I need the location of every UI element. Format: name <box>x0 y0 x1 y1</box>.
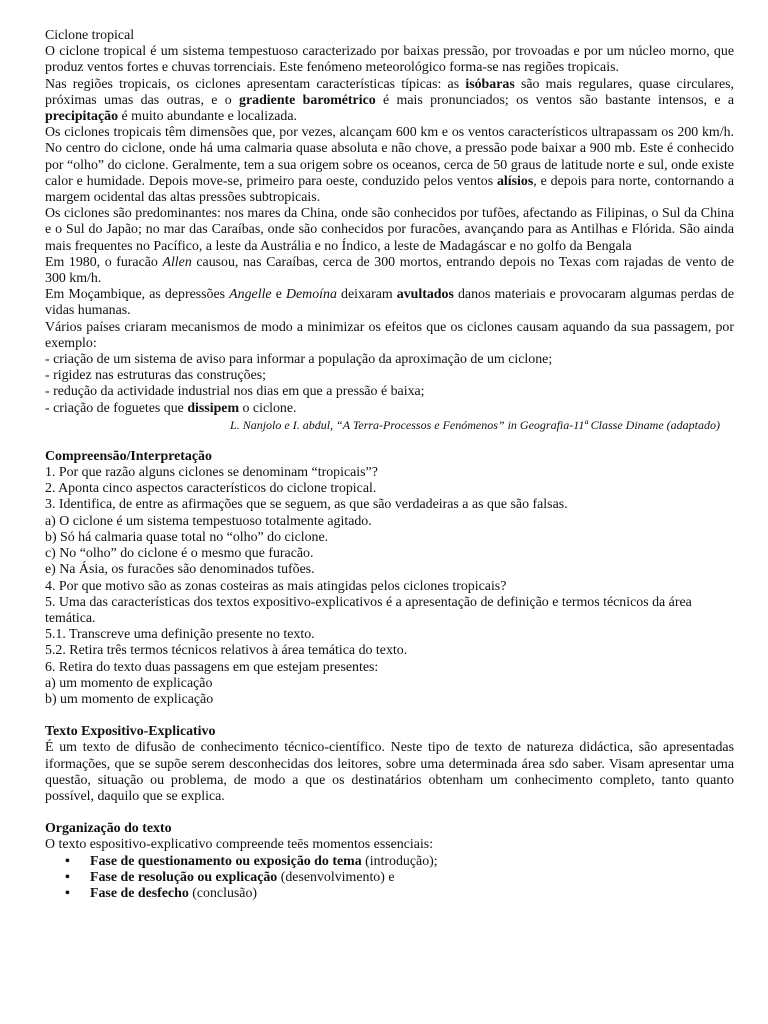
text-run: são mais regulares, quase circulares, próximas umas das outras, e o <box>45 76 734 108</box>
question-line: 5.1. Transcreve uma definição presente no texto. <box>45 627 315 643</box>
question-line: c) No “olho” do ciclone é o mesmo que furacão. <box>45 546 314 562</box>
paragraph-expository-definition: É um texto de difusão de conhecimento técnico-científico. Neste tipo de texto de natureza didáctica, são apresentadas iformações, que se supõe serem desconhecidas dos leitores, sobre uma determinada área sdo saber. Visam apresentar uma questão, situação ou problema, de modo a que os destinatários obtenham um conhecimento completo, tanto quanto possível, daquilo que se explica. <box>45 740 734 804</box>
paragraph-organization-intro: O texto espositivo-explicativo compreende teēs momentos essenciais: <box>45 837 434 853</box>
paragraph-mozambique <box>45 287 734 319</box>
phase-item <box>45 870 734 886</box>
question-line: 2. Aponta cinco aspectos característicos do ciclone tropical. <box>45 481 377 497</box>
list-item: - rigidez nas estruturas das construções; <box>45 368 267 384</box>
heading-text-organization: Organização do texto <box>45 821 172 837</box>
phase-note: (conclusão) <box>188 885 258 901</box>
term-isobaras: isóbaras <box>465 76 515 92</box>
name-demoina: Demoína <box>285 287 337 303</box>
text-run: - criação de foguetes que <box>45 400 188 416</box>
question-line: 4. Por que motivo são as zonas costeiras as mais atingidas pelos ciclones tropicais? <box>45 578 507 594</box>
phase-item <box>45 854 734 870</box>
bullet-icon: • <box>65 885 70 901</box>
document-page <box>45 28 734 902</box>
text-run: , e depois para norte, contornando a margem ocidental das altas pressões subtropicais. <box>45 173 734 206</box>
term-dissipem: dissipem <box>187 400 240 416</box>
text-run: é muito abundante e localizada. <box>118 109 298 125</box>
list-item <box>45 401 734 417</box>
text-run: deixaram <box>336 287 397 303</box>
question-line: 6. Retira do texto duas passagens em que estejam presentes: <box>45 659 379 675</box>
paragraph-dimensions <box>45 125 734 206</box>
name-allen: Allen <box>162 254 192 270</box>
heading-comprehension: Compreensão/Interpretação <box>45 448 212 464</box>
phase-item <box>45 886 734 902</box>
bullet-icon: • <box>65 869 70 885</box>
text-run: danos materiais e provocaram algumas perdas de vidas humanas. <box>45 287 734 319</box>
heading-expository-text: Texto Expositivo-Explicativo <box>45 724 216 740</box>
bullet-icon: • <box>65 853 70 869</box>
question-line: 1. Por que razão alguns ciclones se denominam “tropicais”? <box>45 465 378 481</box>
text-run: Em Moçambique, as depressões <box>45 287 230 303</box>
document-title: Ciclone tropical <box>45 28 135 43</box>
phase-title: Fase de resolução ou explicação <box>90 869 278 885</box>
phase-note: (introdução); <box>361 853 438 869</box>
question-line: e) Na Ásia, os furacões são denominados tufões. <box>45 562 315 578</box>
phase-list <box>45 854 734 903</box>
text-run: Os ciclones tropicais têm dimensões que, por vezes, alcançam 600 km e os ventos característicos ultrapassam os 200 km/h. No centro do ciclone, onde há uma calmaria quase absoluta e não chove, a pressão pode baixar a 900 mb. Este é conhecido por “olho” do ciclone. Geralmente, tem a sua origem sobre os oceanos, cerca de 50 graus de latitude norte e sul, onde existe calor e humidade. Depois move-se, primeiro para oeste, conduzido pelos ventos <box>45 125 734 189</box>
question-line: 5.2. Retira três termos técnicos relativos à área temática do texto. <box>45 643 408 659</box>
question-line: a) O ciclone é um sistema tempestuoso totalmente agitado. <box>45 513 372 529</box>
text-run: Nas regiões tropicais, os ciclones apresentam características típicas: as <box>45 76 466 92</box>
citation: L. Nanjolo e I. abdul, “A Terra-Processos e Fenómenos” in Geografia-11ª Classe Diname (adaptado) <box>230 417 720 432</box>
text-run: o ciclone. <box>239 400 297 416</box>
term-precipitacao: precipitação <box>45 109 119 125</box>
question-line: 5. Uma das características dos textos expositivo-explicativos é a apresentação de definição e termos técnicos da área temática. <box>45 594 692 626</box>
question-line: 3. Identifica, de entre as afirmações que se seguem, as que são verdadeiras a as que são falsas. <box>45 497 568 513</box>
text-run: Em 1980, o furacão <box>45 254 163 270</box>
text-run: causou, nas Caraíbas, cerca de 300 mortos, entrando depois no Texas com rajadas de vento de 300 km/h. <box>45 254 734 287</box>
phase-title: Fase de questionamento ou exposição do tema <box>90 853 362 869</box>
term-alisios: alísios <box>496 173 534 189</box>
paragraph-allen <box>45 255 734 287</box>
list-item: - redução da actividade industrial nos dias em que a pressão é baixa; <box>45 384 425 400</box>
paragraph-definition: O ciclone tropical é um sistema tempestuoso caracterizado por baixas pressão, por trovoadas e por um núcleo morno, que produz ventos fortes e chuvas torrenciais. Este fenómeno meteorológico forma-se nas regiões tropicais. <box>45 44 734 76</box>
name-angelle: Angelle <box>229 287 272 303</box>
text-run: e <box>271 287 286 303</box>
list-item: - criação de um sistema de aviso para informar a população da aproximação de um ciclone; <box>45 352 553 368</box>
term-avultados: avultados <box>396 287 454 303</box>
term-gradiente-barometrico: gradiente barométrico <box>239 92 376 108</box>
question-line: b) Só há calmaria quase total no “olho” do ciclone. <box>45 529 329 545</box>
paragraph-regions: Os ciclones são predominantes: nos mares da China, onde são conhecidos por tufões, afectando as Filipinas, o Sul da China e o Sul do Japão; no mar das Caraíbas, onde são conhecidos por furacões, avançando para as Antilhas e Flórida. São ainda mais frequentes no Pacífico, a leste da Austrália e no Índico, a leste de Madagáscar e no golfo da Bengala <box>45 206 734 254</box>
phase-note: (desenvolvimento) e <box>277 869 395 885</box>
paragraph-mechanisms: Vários países criaram mecanismos de modo a minimizar os efeitos que os ciclones causam aquando da sua passagem, por exemplo: <box>45 319 734 351</box>
paragraph-characteristics <box>45 77 734 126</box>
question-line: a) um momento de explicação <box>45 675 213 691</box>
question-line: b) um momento de explicação <box>45 691 214 707</box>
text-run: é mais pronunciados; os ventos são bastante intensos, e a <box>375 92 735 108</box>
phase-title: Fase de desfecho <box>90 885 189 901</box>
